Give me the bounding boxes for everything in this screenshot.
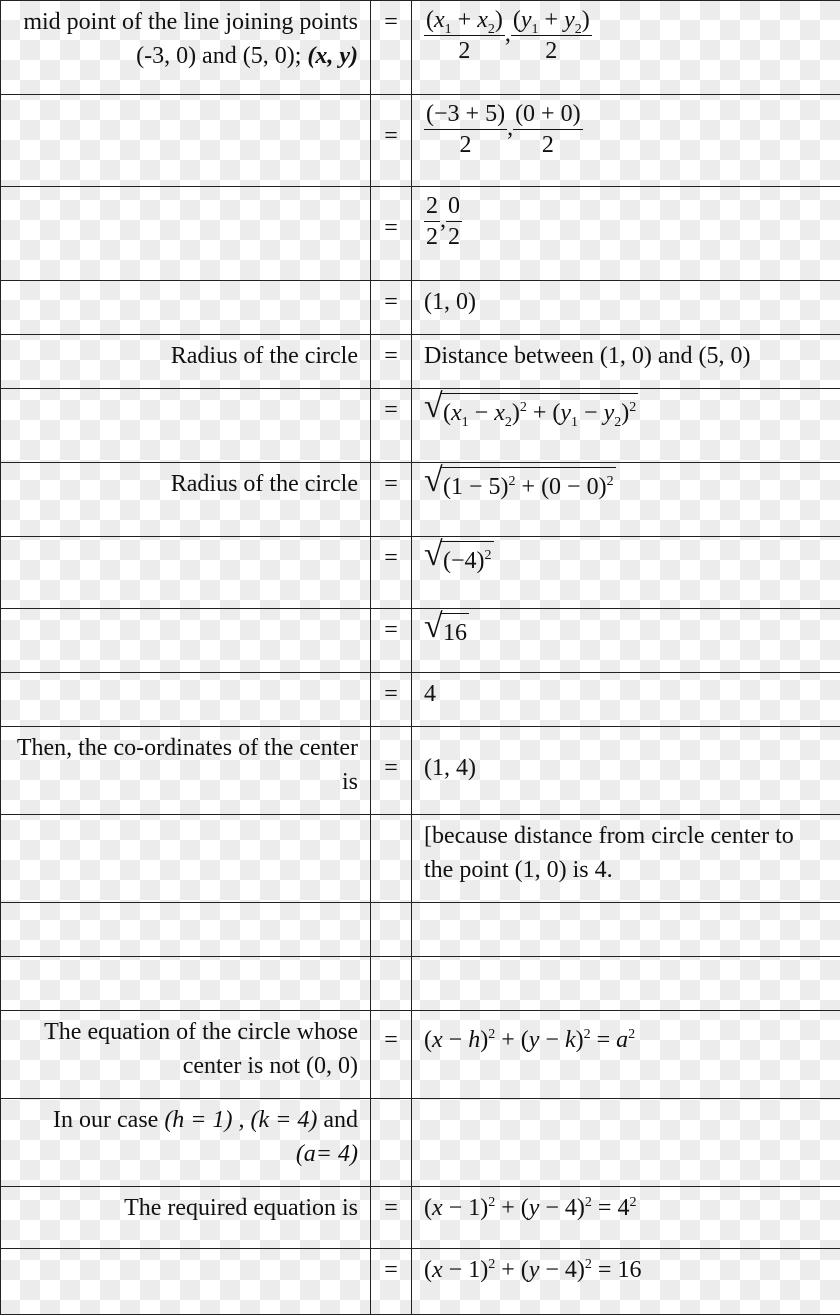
table-row	[1, 1187, 840, 1249]
row-label	[1, 281, 371, 335]
table-row	[1, 389, 840, 463]
circle-equation-general: $(x - h)^2 + (y - k)^2 = a^2$	[412, 1011, 840, 1099]
row-value: 4	[412, 673, 840, 727]
equals-sign: =	[371, 727, 412, 815]
row-label	[1, 537, 371, 609]
square-root: √ $(x_1 - x_2)^2 + (y_1 - y_2)^2$	[424, 393, 638, 430]
midpoint-simplified: $\frac{2}{2}$ , $\frac{0}{2}$	[412, 187, 840, 281]
row-label	[1, 1249, 371, 1315]
table-row	[1, 1099, 840, 1187]
table-row	[1, 187, 840, 281]
fraction: $\frac{(0 + 0)}{2}$	[513, 99, 583, 160]
row-value	[412, 957, 840, 1011]
table-row	[1, 463, 840, 537]
distance-formula	[412, 389, 840, 463]
equals-sign: =	[371, 389, 412, 463]
table-row	[1, 609, 840, 673]
table-row	[1, 95, 840, 187]
equals-sign: =	[371, 1, 412, 95]
table-row	[1, 903, 840, 957]
row-label	[1, 957, 371, 1011]
row-label: In our case (h = 1) , (k = 4) and (a= 4)	[1, 1099, 371, 1187]
row-label	[1, 903, 371, 957]
row-value: (1, 4)	[412, 727, 840, 815]
row-label	[1, 95, 371, 187]
equals-sign: =	[371, 335, 412, 389]
equals-sign	[371, 815, 412, 903]
equals-sign	[371, 957, 412, 1011]
row-value: (1, 0)	[412, 281, 840, 335]
table-row	[1, 815, 840, 903]
equals-sign: =	[371, 673, 412, 727]
table-row	[1, 673, 840, 727]
equals-sign	[371, 903, 412, 957]
equals-sign: =	[371, 95, 412, 187]
midpoint-formula: $\frac{(x_1 + x_2)}{2}$ , $\frac{(y_1 + y_2)}{2}$	[412, 1, 840, 95]
table-row	[1, 281, 840, 335]
row-label	[1, 815, 371, 903]
row-label: Then, the co-ordinates of the center is	[1, 727, 371, 815]
equals-sign: =	[371, 1187, 412, 1249]
midpoint-substitution: $\frac{(-3 + 5)}{2}$ , $\frac{(0 + 0)}{2}$	[412, 95, 840, 187]
table-row	[1, 1, 840, 95]
fraction: $\frac{(x_1 + x_2)}{2}$	[424, 5, 505, 66]
equals-sign: =	[371, 463, 412, 537]
table-row	[1, 1011, 840, 1099]
table-row	[1, 537, 840, 609]
row-label	[1, 609, 371, 673]
table-row	[1, 335, 840, 389]
row-value	[412, 903, 840, 957]
fraction: $\frac{2}{2}$	[424, 191, 440, 252]
equals-sign: =	[371, 537, 412, 609]
square-root: √ $(-4)^2$	[424, 541, 494, 578]
row-label: The required equation is	[1, 1187, 371, 1249]
distance-simplified	[412, 537, 840, 609]
row-label: The equation of the circle whose center is not (0, 0)	[1, 1011, 371, 1099]
row-label	[1, 389, 371, 463]
equals-sign: =	[371, 1011, 412, 1099]
fraction: $\frac{0}{2}$	[446, 191, 462, 252]
row-label: Radius of the circle	[1, 463, 371, 537]
equals-sign: =	[371, 609, 412, 673]
row-value	[412, 1099, 840, 1187]
distance-substitution	[412, 463, 840, 537]
distance-root	[412, 609, 840, 673]
table-row	[1, 957, 840, 1011]
equals-sign: =	[371, 281, 412, 335]
equals-sign: =	[371, 187, 412, 281]
fraction: $\frac{(-3 + 5)}{2}$	[424, 99, 507, 160]
equals-sign: =	[371, 1249, 412, 1315]
equals-sign	[371, 1099, 412, 1187]
row-value: Distance between (1, 0) and (5, 0)	[412, 335, 840, 389]
circle-equation-final: $(x - 1)^2 + (y - 4)^2 = 16$	[412, 1249, 840, 1315]
square-root: √ $(1 - 5)^2 + (0 - 0)^2$	[424, 467, 616, 504]
row-label: mid point of the line joining points (-3, 0) and (5, 0); (x, y)	[1, 1, 371, 95]
row-label: Radius of the circle	[1, 335, 371, 389]
row-label	[1, 187, 371, 281]
row-label	[1, 673, 371, 727]
square-root: √ 16	[424, 613, 469, 650]
circle-equation-substituted: $(x - 1)^2 + (y - 4)^2 = 4^2$	[412, 1187, 840, 1249]
fraction: $\frac{(y_1 + y_2)}{2}$	[511, 5, 592, 66]
row-note: [because distance from circle center to the point (1, 0) is 4.	[412, 815, 840, 903]
table-row	[1, 1249, 840, 1315]
table-row	[1, 727, 840, 815]
